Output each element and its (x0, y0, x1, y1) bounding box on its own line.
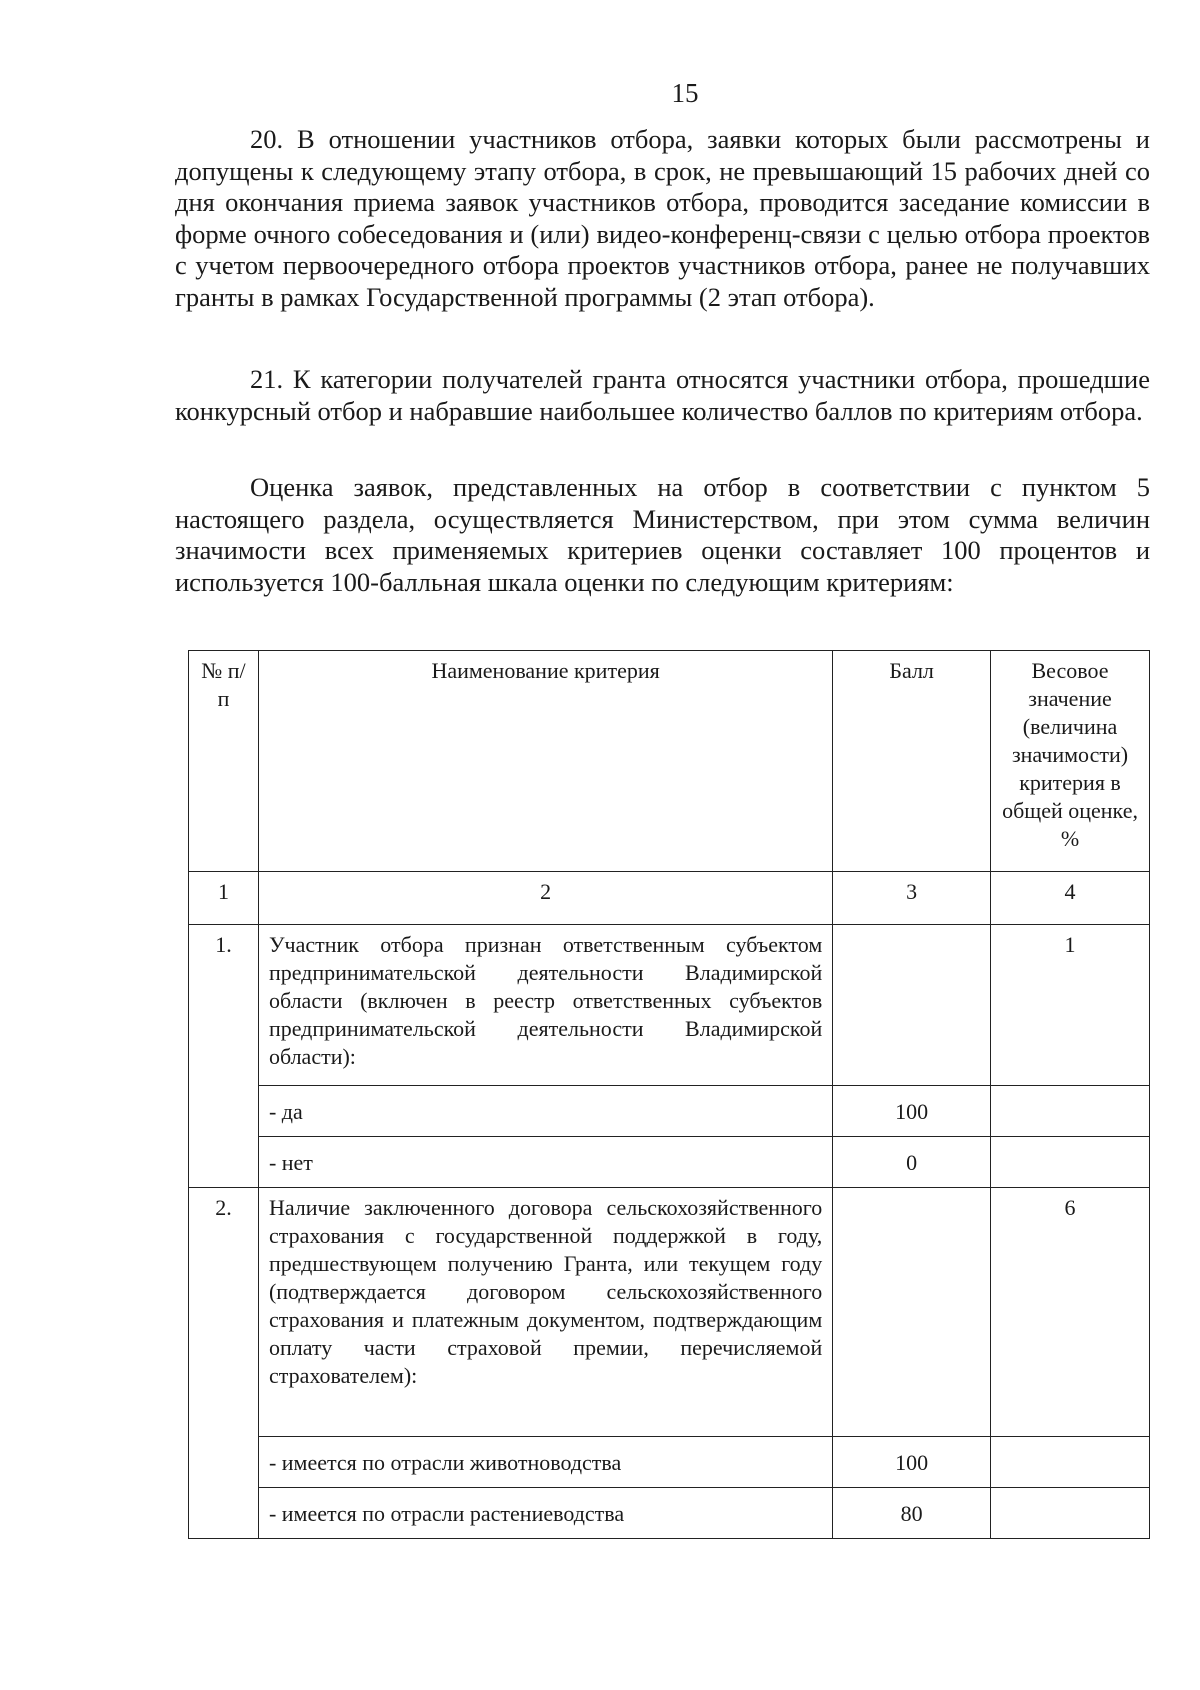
paragraph-21: 21. К категории получателей гранта относятся участники отбора, прошедшие конкурсный отбор и набравшие наибольшее количество баллов по критериям отбора. (175, 364, 1150, 426)
page-number: 15 (671, 78, 699, 108)
option-weight (991, 1086, 1150, 1137)
header-name: Наименование критерия (258, 651, 832, 872)
table-row (189, 1137, 1150, 1188)
option-weight (991, 1137, 1150, 1188)
header-weight: Весовое значение (величина значимости) критерия в общей оценке, % (991, 651, 1150, 872)
option-label: - имеется по отрасли растениеводства (258, 1488, 832, 1539)
table-row (189, 1188, 1150, 1437)
table-header-row (189, 651, 1150, 872)
column-number-row (189, 872, 1150, 925)
table-row (189, 1086, 1150, 1137)
header-num: № п/п (189, 651, 259, 872)
table-row (189, 925, 1150, 1086)
option-score: 80 (833, 1488, 991, 1539)
criterion-1-num: 1. (189, 925, 259, 1188)
criterion-2-weight: 6 (991, 1188, 1150, 1437)
column-number: 3 (833, 872, 991, 925)
criterion-2-score (833, 1188, 991, 1437)
paragraph-20: 20. В отношении участников отбора, заявки которых были рассмотрены и допущены к следующему этапу отбора, в срок, не превышающий 15 рабочих дней со дня окончания приема заявок участников отбора, проводится заседание комиссии в форме очного собеседования и (или) видео-конференц-связи с целью отбора проектов с учетом первоочередного отбора проектов участников отбора, ранее не получавших гранты в рамках Государственной программы (2 этап отбора). (175, 124, 1150, 312)
column-number: 4 (991, 872, 1150, 925)
paragraph-evaluation: Оценка заявок, представленных на отбор в соответствии с пунктом 5 настоящего раздела, осуществляется Министерством, при этом сумма величин значимости всех применяемых критериев оценки составляет 100 процентов и используется 100-балльная шкала оценки по следующим критериям: (175, 472, 1150, 597)
criterion-1-weight: 1 (991, 925, 1150, 1086)
option-label: - да (258, 1086, 832, 1137)
criterion-1-score (833, 925, 991, 1086)
option-score: 100 (833, 1086, 991, 1137)
option-score: 100 (833, 1437, 991, 1488)
header-score: Балл (833, 651, 991, 872)
table-row (189, 1437, 1150, 1488)
option-score: 0 (833, 1137, 991, 1188)
criterion-2-num: 2. (189, 1188, 259, 1539)
table-row (189, 1488, 1150, 1539)
criterion-2-text: Наличие заключенного договора сельскохозяйственного страхования с государственной поддержкой в году, предшествующем получению Гранта, или текущем году (подтверждается договором сельскохозяйственного страхования и платежным документом, подтверждающим оплату части страховой премии, перечисляемой страхователем): (258, 1188, 832, 1437)
criterion-1-text: Участник отбора признан ответственным субъектом предпринимательской деятельности Владимирской области (включен в реестр ответственных субъектов предпринимательской деятельности Владимирской области): (258, 925, 832, 1086)
option-label: - имеется по отрасли животноводства (258, 1437, 832, 1488)
criteria-table (188, 650, 1150, 1539)
option-label: - нет (258, 1137, 832, 1188)
option-weight (991, 1437, 1150, 1488)
column-number: 1 (189, 872, 259, 925)
option-weight (991, 1488, 1150, 1539)
column-number: 2 (258, 872, 832, 925)
